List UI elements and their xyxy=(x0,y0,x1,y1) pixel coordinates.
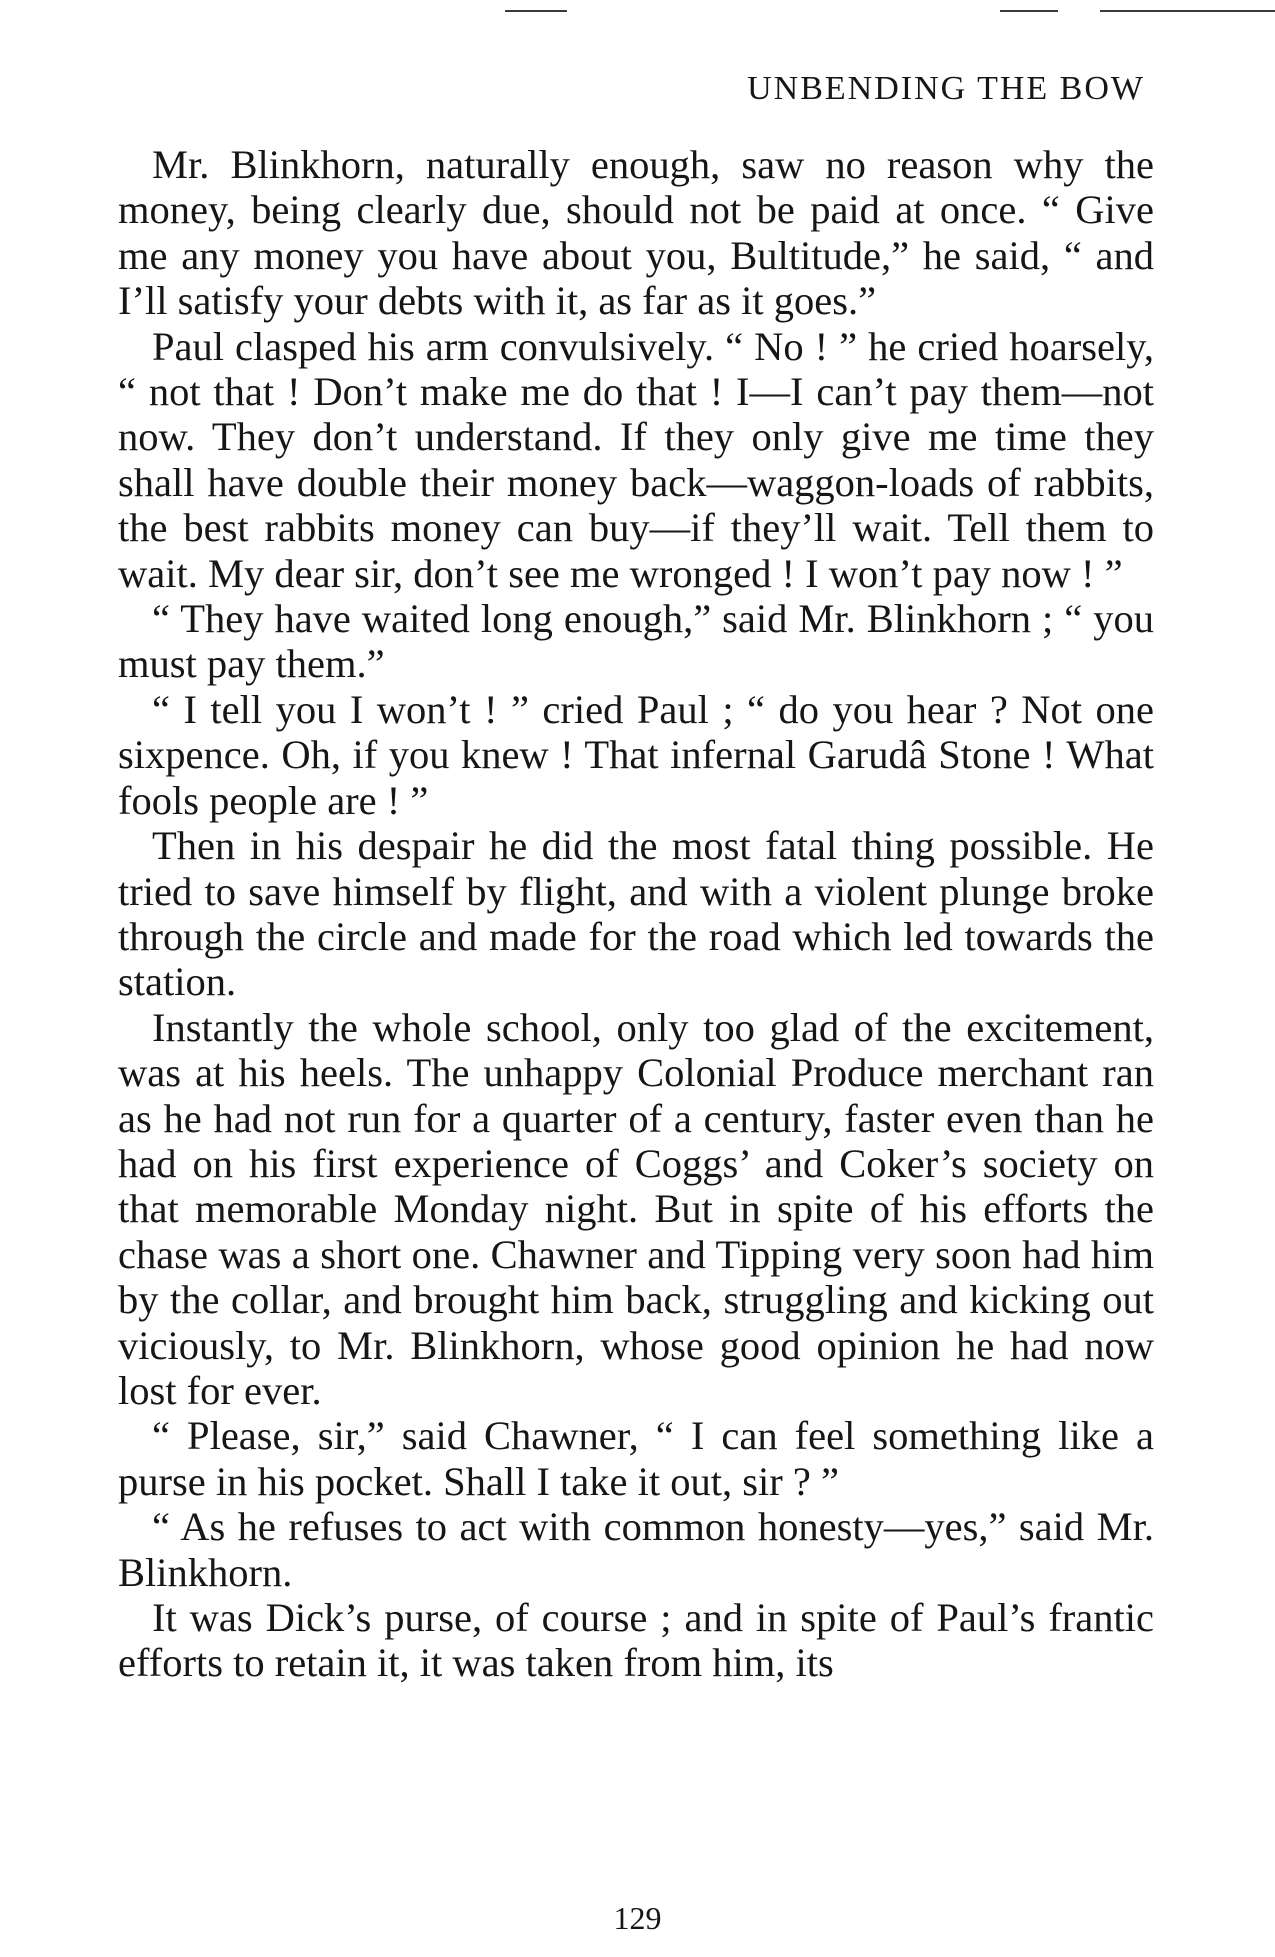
page-number: 129 xyxy=(613,1900,662,1936)
running-head: UNBENDING THE BOW xyxy=(747,70,1145,107)
top-rule-center xyxy=(1000,10,1058,12)
paragraph: Paul clasped his arm convulsively. “ No ! ” he cried hoarsely, “ not that ! Don’t make me do that ! I—I can’t pay them—not now. They don’t understand. If they only give me time they shall have double their money back—waggon-loads of rabbits, the best rabbits money can buy—if they’ll wait. Tell them to wait. My dear sir, don’t see me wronged ! I won’t pay now ! ” xyxy=(118,323,1154,596)
paragraph: “ As he refuses to act with common honesty—yes,” said Mr. Blinkhorn. xyxy=(118,1504,1154,1595)
paragraph: It was Dick’s purse, of course ; and in spite of Paul’s frantic efforts to retain it, it was taken from him, its xyxy=(118,1595,1154,1686)
top-rule-left xyxy=(505,10,567,12)
top-rule-right xyxy=(1100,10,1275,12)
paragraph: Mr. Blinkhorn, naturally enough, saw no reason why the money, being clearly due, should not be paid at once. “ Give me any money you have about you, Bultitude,” he said, “ and I’ll satisfy your debts with it, as far as it goes.” xyxy=(118,142,1154,324)
paragraph: “ Please, sir,” said Chawner, “ I can feel something like a purse in his pocket. Shall I take it out, sir ? ” xyxy=(118,1413,1154,1504)
paragraph: Instantly the whole school, only too glad of the excitement, was at his heels. The unhappy Colonial Produce merchant ran as he had not run for a quarter of a century, faster even than he had on his first experience of Coggs’ and Coker’s society on that memorable Monday night. But in spite of his efforts the chase was a short one. Chawner and Tipping very soon had him by the collar, and brought him back, struggling and kicking out viciously, to Mr. Blinkhorn, whose good opinion he had now lost for ever. xyxy=(118,1004,1154,1413)
paragraph: “ They have waited long enough,” said Mr. Blinkhorn ; “ you must pay them.” xyxy=(118,596,1154,687)
body-text xyxy=(118,142,1154,1686)
paragraph: “ I tell you I won’t ! ” cried Paul ; “ do you hear ? Not one sixpence. Oh, if you knew ! That infernal Garudâ Stone ! What fools people are ! ” xyxy=(118,686,1154,823)
paragraph: Then in his despair he did the most fatal thing possible. He tried to save himself by flight, and with a violent plunge broke through the circle and made for the road which led towards the station. xyxy=(118,823,1154,1005)
